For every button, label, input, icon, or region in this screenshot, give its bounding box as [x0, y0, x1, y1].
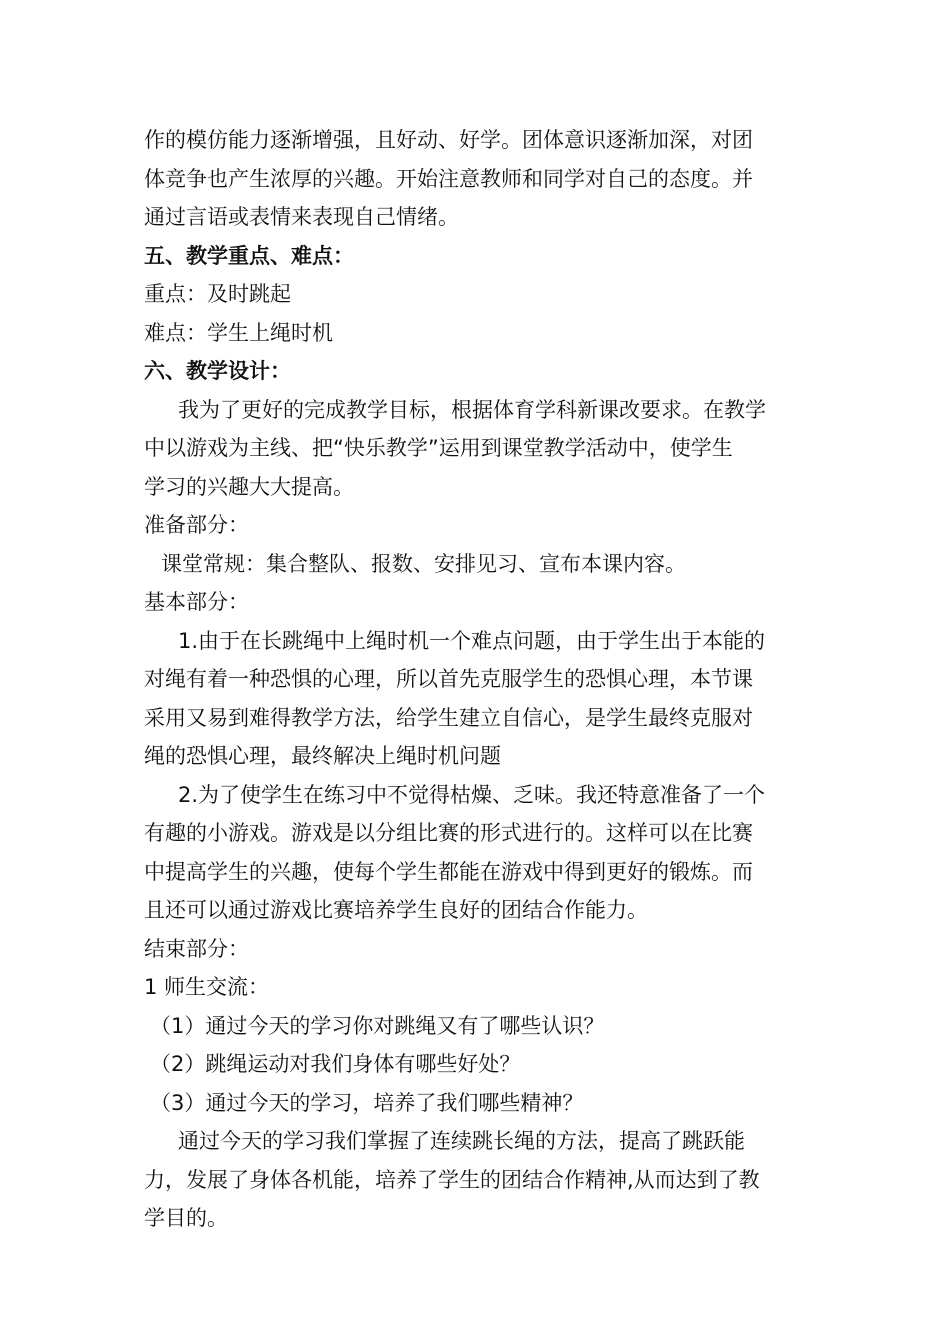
question-item: （2）跳绳运动对我们身体有哪些好处？ — [150, 1052, 521, 1076]
subsection-label: 结束部分： — [144, 936, 249, 961]
text-line: 重点：及时跳起 — [144, 282, 291, 306]
section-heading: 五、教学重点、难点： — [144, 243, 354, 268]
document-page — [144, 121, 810, 1238]
text-line: 学目的。 — [144, 1206, 228, 1230]
subsection-label: 准备部分： — [144, 513, 249, 537]
text-line: 对绳有着一种恐惧的心理，所以首先克服学生的恐惧心理，本节课 — [144, 667, 753, 691]
paragraph-first-line: 通过今天的学习我们掌握了连续跳长绳的方法，提高了跳跃能 — [178, 1129, 745, 1153]
paragraph-first-line: 我为了更好的完成教学目标，根据体育学科新课改要求。在教学 — [178, 397, 766, 422]
subsection-label: 基本部分： — [144, 590, 249, 614]
section-heading: 六、教学设计： — [144, 359, 291, 383]
text-line: 中以游戏为主线、把“快乐教学”运用到课堂教学活动中，使学生 — [144, 436, 733, 460]
paragraph-first-line: 2.为了使学生在练习中不觉得枯燥、乏味。我还特意准备了一个 — [178, 782, 766, 807]
text-line: 作的模仿能力逐渐增强，且好动、好学。团体意识逐渐加深，对团 — [144, 128, 753, 152]
question-item: （1）通过今天的学习你对跳绳又有了哪些认识？ — [150, 1013, 605, 1038]
text-line: 力，发展了身体各机能，培养了学生的团结合作精神,从而达到了教 — [144, 1167, 760, 1192]
text-line: 采用又易到难得教学方法，给学生建立自信心，是学生最终克服对 — [144, 705, 753, 730]
text-line: 且还可以通过游戏比赛培养学生良好的团结合作能力。 — [144, 898, 648, 922]
text-line: 绳的恐惧心理，最终解决上绳时机问题 — [144, 744, 501, 768]
text-line: 中提高学生的兴趣，使每个学生都能在游戏中得到更好的锻炼。而 — [144, 859, 753, 884]
text-line: 有趣的小游戏。游戏是以分组比赛的形式进行的。这样可以在比赛 — [144, 821, 753, 845]
text-line: 通过言语或表情来表现自己情绪。 — [144, 205, 459, 229]
text-line: 学习的兴趣大大提高。 — [144, 474, 354, 499]
paragraph-first-line: 1.由于在长跳绳中上绳时机一个难点问题，由于学生出于本能的 — [178, 628, 766, 653]
question-item: （3）通过今天的学习，培养了我们哪些精神？ — [150, 1090, 584, 1115]
text-line: 体竞争也产生浓厚的兴趣。开始注意教师和同学对自己的态度。并 — [144, 166, 753, 191]
text-line: 课堂常规：集合整队、报数、安排见习、宣布本课内容。 — [161, 551, 686, 576]
text-line: 1 师生交流： — [144, 975, 270, 999]
text-line: 难点：学生上绳时机 — [144, 320, 333, 345]
